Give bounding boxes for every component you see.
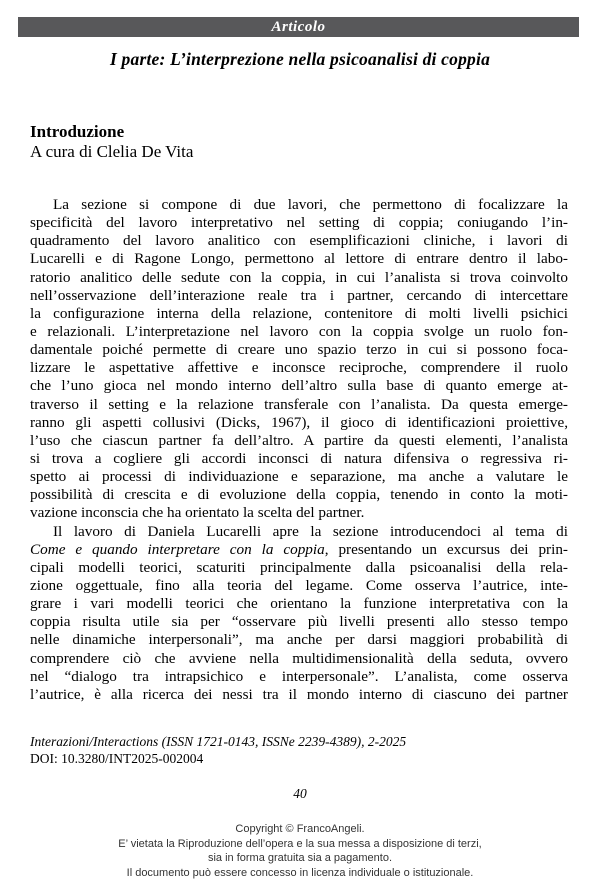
banner-label: Articolo	[271, 19, 326, 35]
body-text-segment: l’autrice, è alla ricerca dei nessi tra il mondo interno di ciascuno dei partner	[30, 685, 568, 703]
body-text-segment: la configurazione interna della relazione, contenitore di molti livelli psichici	[30, 304, 568, 322]
body-text-segment: damentale poiché permette di creare uno spazio terzo in cui si possono foca-	[30, 341, 568, 359]
body-text-segment: ranno gli aspetti collusivi (Dicks, 1967), il gioco di identificazioni proiettive,	[30, 413, 568, 431]
body-text-segment: zione oggettuale, fino alla teoria del legame. Come osserva l’autrice, inte-	[30, 576, 568, 594]
article-type-banner	[18, 17, 579, 37]
body-line	[30, 559, 568, 577]
body-text-segment: coppia risulta utile sia per “osservare più livelli presenti allo stesso tempo	[30, 613, 568, 631]
body-text-segment: grare i vari modelli teorici che orientano la funzione interpretativa con la	[30, 595, 568, 613]
body-text-segment: specificità del lavoro interpretativo nel setting di coppia; coniugando l’in-	[30, 214, 568, 232]
body-line	[30, 486, 568, 504]
body-line	[30, 686, 568, 704]
introduction-block	[30, 122, 568, 162]
copyright-line: sia in forma gratuita sia a pagamento.	[207, 852, 393, 864]
section-title: I parte: L’interprezione nella psicoanalisi di coppia	[109, 49, 491, 69]
body-line	[30, 305, 568, 323]
body-line	[30, 269, 568, 287]
body-line	[30, 196, 568, 214]
body-text-segment: possibilità di crescita e di evoluzione della coppia, tenendo in conto la moti-	[30, 486, 568, 504]
body-text-segment: traverso il setting e la relazione transferale con l’analista. Da questa emerge-	[30, 395, 568, 413]
body-line	[30, 432, 568, 450]
body-text-segment: ratorio analitico delle sedute con la coppia, in cui l’analista si trova coinvolto	[30, 268, 568, 286]
body-line	[30, 595, 568, 613]
body-text-segment: e relazionali. L’interpretazione nel lavoro con la coppia svolge un ruolo fon-	[30, 322, 568, 340]
body-line	[30, 523, 568, 541]
body-text-segment: nel “dialogo tra intrapsichico e interpersonale”. L’analista, come osserva	[30, 667, 568, 685]
body-line	[30, 650, 568, 668]
doi-line: DOI: 10.3280/INT2025-002004	[30, 751, 204, 766]
body-line	[30, 414, 568, 432]
body-text-segment: l’uso che ciascun partner fa dell’altro. A partire da questi elementi, l’analista	[30, 431, 568, 449]
body-text-segment: vazione inconscia che ha orientato la scelta del partner.	[30, 504, 365, 522]
body-text-segment: Lucarelli e di Ragone Longo, permettono al lettore di entrare dentro il labo-	[30, 250, 568, 268]
body-line	[30, 232, 568, 250]
body-line	[30, 541, 568, 559]
copyright-line: Copyright © FrancoAngeli.	[235, 823, 365, 835]
body-text-segment: nelle dinamiche interpersonali”, ma anche per darsi maggiori probabilità di	[30, 631, 568, 649]
journal-reference: Interazioni/Interactions (ISSN 1721-0143, ISSNe 2239-4389), 2-2025	[30, 734, 407, 749]
body-line	[30, 468, 568, 486]
introduction-heading: Introduzione	[30, 122, 125, 141]
page-number: 40	[293, 786, 307, 801]
body-text-segment: si trova a cogliere gli accordi inconsci di natura difensiva o regressiva ri-	[30, 449, 568, 467]
body-text-segment: quadramento del lavoro analitico con esemplificazioni cliniche, i lavori di	[30, 232, 568, 250]
body-line	[30, 396, 568, 414]
body-text-segment: comprendere ciò che avviene nella multidimensionalità della seduta, ovvero	[30, 649, 568, 667]
body-text-segment: , presentando un excursus dei prin-	[324, 540, 568, 558]
body-line	[30, 668, 568, 686]
body-text-segment: spetto ai processi di individuazione e separazione, ma anche a valutare le	[30, 468, 568, 486]
body-line	[30, 359, 568, 377]
copyright-line: E’ vietata la Riproduzione dell’opera e la sua messa a disposizione di terzi,	[118, 837, 482, 850]
copyright-notice	[0, 822, 600, 880]
body-text	[30, 196, 568, 704]
body-line	[30, 613, 568, 631]
body-text-segment: cipali modelli teorici, scaturiti principalmente dalla psicoanalisi della rela-	[30, 558, 568, 576]
body-line	[30, 214, 568, 232]
copyright-line: Il documento può essere concesso in licenza individuale o istituzionale.	[126, 866, 474, 879]
body-text-segment: Il lavoro di Daniela Lucarelli apre la sezione introducendoci al tema di	[53, 522, 568, 540]
body-line	[30, 323, 568, 341]
body-line	[30, 250, 568, 268]
body-line	[30, 631, 568, 649]
journal-footer	[30, 733, 568, 767]
body-text-segment: La sezione si compone di due lavori, che permettono di focalizzare la	[53, 196, 568, 213]
body-line	[30, 377, 568, 395]
body-text-segment: lizzare le aspettative affettive e inconsce reciproche, comprendere il ruolo	[30, 359, 568, 377]
body-line	[30, 577, 568, 595]
body-line	[30, 504, 568, 522]
author-byline: A cura di Clelia De Vita	[30, 142, 194, 161]
body-text-segment: nell’osservazione dell’interazione reale tra i partner, cercando di intercettare	[30, 286, 568, 304]
body-text-segment: che l’uno gioca nel mondo interno dell’altro sulla base di quanto emerge at-	[30, 377, 568, 395]
body-line	[30, 450, 568, 468]
body-line	[30, 287, 568, 305]
body-line	[30, 341, 568, 359]
italic-work-title: Come e quando interpretare con la coppia	[30, 540, 325, 558]
